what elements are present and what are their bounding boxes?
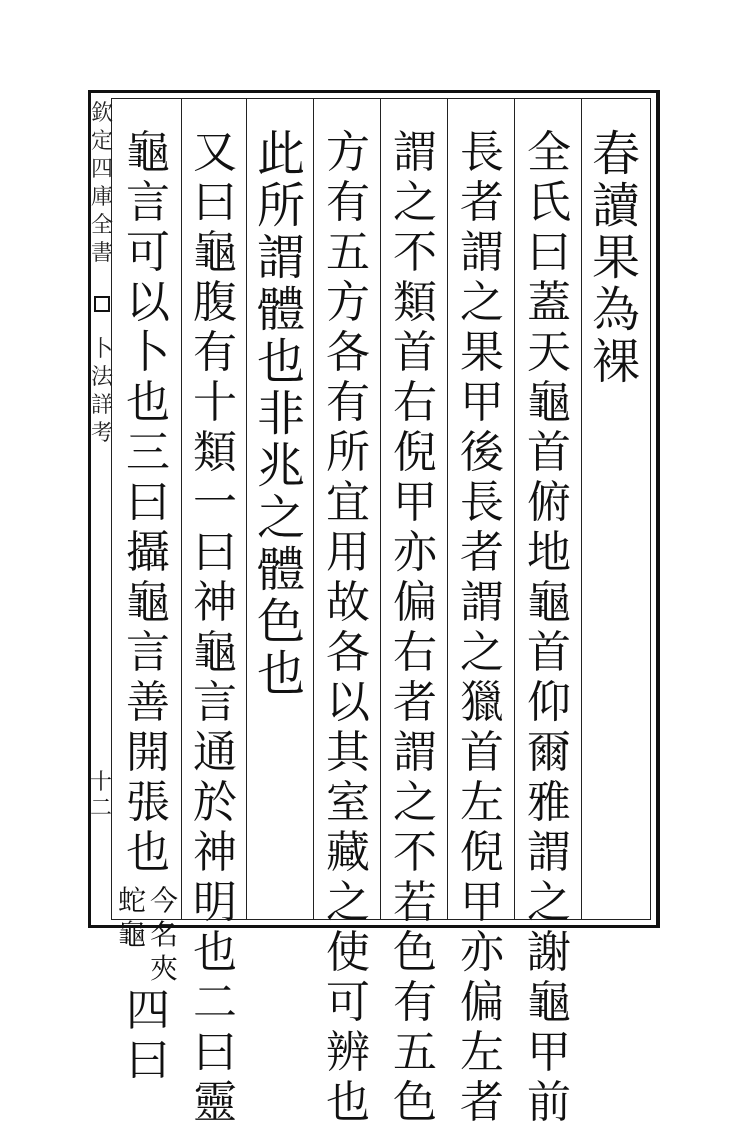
character: 名	[149, 918, 178, 951]
character: 也	[256, 334, 305, 390]
character: 春	[591, 126, 640, 182]
character: 通	[193, 727, 237, 778]
character: 詳	[91, 393, 114, 418]
character: 色	[393, 927, 437, 978]
character: 卜	[91, 337, 114, 362]
character: 之	[460, 627, 504, 678]
character: 龜	[193, 227, 237, 278]
column-rule	[447, 98, 448, 920]
character: 曰	[126, 1035, 170, 1086]
character: 曰	[126, 477, 170, 528]
note-column-right	[149, 884, 179, 986]
character: 前	[527, 1077, 571, 1128]
character: 之	[326, 877, 370, 928]
character: 謂	[256, 230, 305, 286]
character: 謂	[527, 827, 571, 878]
book-title	[91, 100, 113, 268]
character: 今	[149, 884, 178, 917]
character: 偏	[460, 977, 504, 1028]
character: 善	[126, 677, 170, 728]
character: 獵	[460, 677, 504, 728]
character: 爾	[527, 727, 571, 778]
character: 龜	[527, 977, 571, 1028]
character: 首	[460, 727, 504, 778]
character: 方	[326, 277, 370, 328]
character: 藏	[326, 827, 370, 878]
character: 也	[193, 927, 237, 978]
character: 仰	[527, 677, 571, 728]
character: 甲	[393, 477, 437, 528]
character: 謂	[393, 127, 437, 178]
character: 夾	[149, 952, 178, 985]
character: 不	[393, 827, 437, 878]
character: 欽	[91, 101, 114, 126]
character: 龜	[117, 918, 146, 951]
character: 為	[591, 282, 640, 338]
character: 龜	[527, 377, 571, 428]
character: 三	[126, 427, 170, 478]
character: 有	[326, 177, 370, 228]
character: 一	[193, 477, 237, 528]
character: 天	[527, 327, 571, 378]
character: 可	[126, 227, 170, 278]
character: 非	[256, 386, 305, 442]
character: 者	[460, 1077, 504, 1128]
character: 二	[193, 977, 237, 1028]
character: 偏	[393, 577, 437, 628]
character: 有	[393, 977, 437, 1028]
character: 之	[393, 177, 437, 228]
character: 若	[393, 877, 437, 928]
character: 者	[393, 677, 437, 728]
text-column-5	[316, 128, 380, 1128]
character: 又	[193, 127, 237, 178]
character: 謝	[527, 927, 571, 978]
character: 謂	[460, 577, 504, 628]
column-rule	[380, 98, 381, 920]
character: 者	[460, 177, 504, 228]
character: 之	[527, 877, 571, 928]
character: 此	[256, 126, 305, 182]
character: 全	[527, 127, 571, 178]
character: 體	[256, 542, 305, 598]
character: 之	[256, 490, 305, 546]
character: 體	[256, 282, 305, 338]
character: 曰	[527, 227, 571, 278]
column-rule	[581, 98, 582, 920]
character: 也	[126, 827, 170, 878]
character: 長	[460, 477, 504, 528]
character: 之	[460, 277, 504, 328]
character: 首	[527, 427, 571, 478]
character: 書	[91, 241, 114, 266]
character: 故	[326, 577, 370, 628]
character: 用	[326, 527, 370, 578]
text-column-6	[249, 128, 313, 700]
character: 所	[256, 178, 305, 234]
character: 法	[91, 365, 114, 390]
character: 色	[256, 594, 305, 650]
character: 明	[193, 877, 237, 928]
character: 各	[326, 627, 370, 678]
character: 右	[393, 377, 437, 428]
character: 兆	[256, 438, 305, 494]
character: 類	[193, 427, 237, 478]
chapter-title	[91, 336, 113, 448]
character: 龜	[193, 627, 237, 678]
character: 方	[326, 127, 370, 178]
character: 可	[326, 977, 370, 1028]
character: 四	[126, 985, 170, 1036]
character: 亦	[460, 927, 504, 978]
interlinear-note	[117, 884, 179, 986]
character: 言	[193, 677, 237, 728]
character: 左	[460, 777, 504, 828]
character: 使	[326, 927, 370, 978]
character: 也	[126, 377, 170, 428]
character: 也	[326, 1077, 370, 1128]
character: 也	[256, 646, 305, 702]
character: 卜	[126, 327, 170, 378]
character: 雅	[527, 777, 571, 828]
character: 腹	[193, 277, 237, 328]
character: 後	[460, 427, 504, 478]
column-rule	[514, 98, 515, 920]
character: 宜	[326, 477, 370, 528]
margin-strip	[92, 100, 112, 448]
character: 謂	[460, 227, 504, 278]
character: 龜	[126, 127, 170, 178]
text-column-8	[116, 128, 180, 1086]
character: 之	[393, 777, 437, 828]
character: 地	[527, 527, 571, 578]
character: 各	[326, 327, 370, 378]
note-column-left	[117, 884, 147, 986]
character: 室	[326, 777, 370, 828]
character: 不	[393, 227, 437, 278]
character: 曰	[193, 527, 237, 578]
text-column-2	[517, 128, 581, 1128]
character: 氏	[527, 177, 571, 228]
character: 類	[393, 277, 437, 328]
character: 辨	[326, 1027, 370, 1078]
character: 五	[326, 227, 370, 278]
character: 裸	[591, 334, 640, 390]
character: 倪	[393, 427, 437, 478]
character: 五	[393, 1027, 437, 1078]
character: 亦	[393, 527, 437, 578]
character: 龜	[527, 577, 571, 628]
character: 俯	[527, 477, 571, 528]
character: 四	[91, 157, 114, 182]
character: 者	[460, 527, 504, 578]
character: 其	[326, 727, 370, 778]
character: 言	[126, 627, 170, 678]
column-rule	[313, 98, 314, 920]
character: 有	[193, 327, 237, 378]
character: 蓋	[527, 277, 571, 328]
character: 左	[460, 1027, 504, 1078]
character: 十	[193, 377, 237, 428]
character: 甲	[527, 1027, 571, 1078]
character: 攝	[126, 527, 170, 578]
character: 張	[126, 777, 170, 828]
character: 神	[193, 577, 237, 628]
character: 倪	[460, 827, 504, 878]
character: 龜	[126, 577, 170, 628]
character: 於	[193, 777, 237, 828]
character: 色	[393, 1077, 437, 1128]
fishtail-mark	[94, 296, 110, 312]
character: 靈	[193, 1077, 237, 1128]
character: 右	[393, 627, 437, 678]
character: 甲	[460, 377, 504, 428]
text-column-4	[383, 128, 447, 1128]
character: 庫	[91, 185, 114, 210]
character: 所	[326, 427, 370, 478]
character: 神	[193, 827, 237, 878]
character: 曰	[193, 177, 237, 228]
text-column-1	[584, 128, 648, 388]
character: 以	[126, 277, 170, 328]
character: 定	[91, 129, 114, 154]
text-column-7	[183, 128, 247, 1128]
character: 全	[91, 213, 114, 238]
character: 甲	[460, 877, 504, 928]
character: 曰	[193, 1027, 237, 1078]
character: 謂	[393, 727, 437, 778]
character: 以	[326, 677, 370, 728]
character: 果	[460, 327, 504, 378]
character: 讀	[591, 178, 640, 234]
character: 有	[326, 377, 370, 428]
character: 言	[126, 177, 170, 228]
character: 首	[393, 327, 437, 378]
character: 考	[91, 421, 114, 446]
page-number: 十二	[89, 770, 112, 821]
text-column-3	[450, 128, 514, 1128]
character: 果	[591, 230, 640, 286]
column-rule	[181, 98, 182, 920]
character: 蛇	[117, 884, 146, 917]
character: 首	[527, 627, 571, 678]
character: 長	[460, 127, 504, 178]
character: 開	[126, 727, 170, 778]
